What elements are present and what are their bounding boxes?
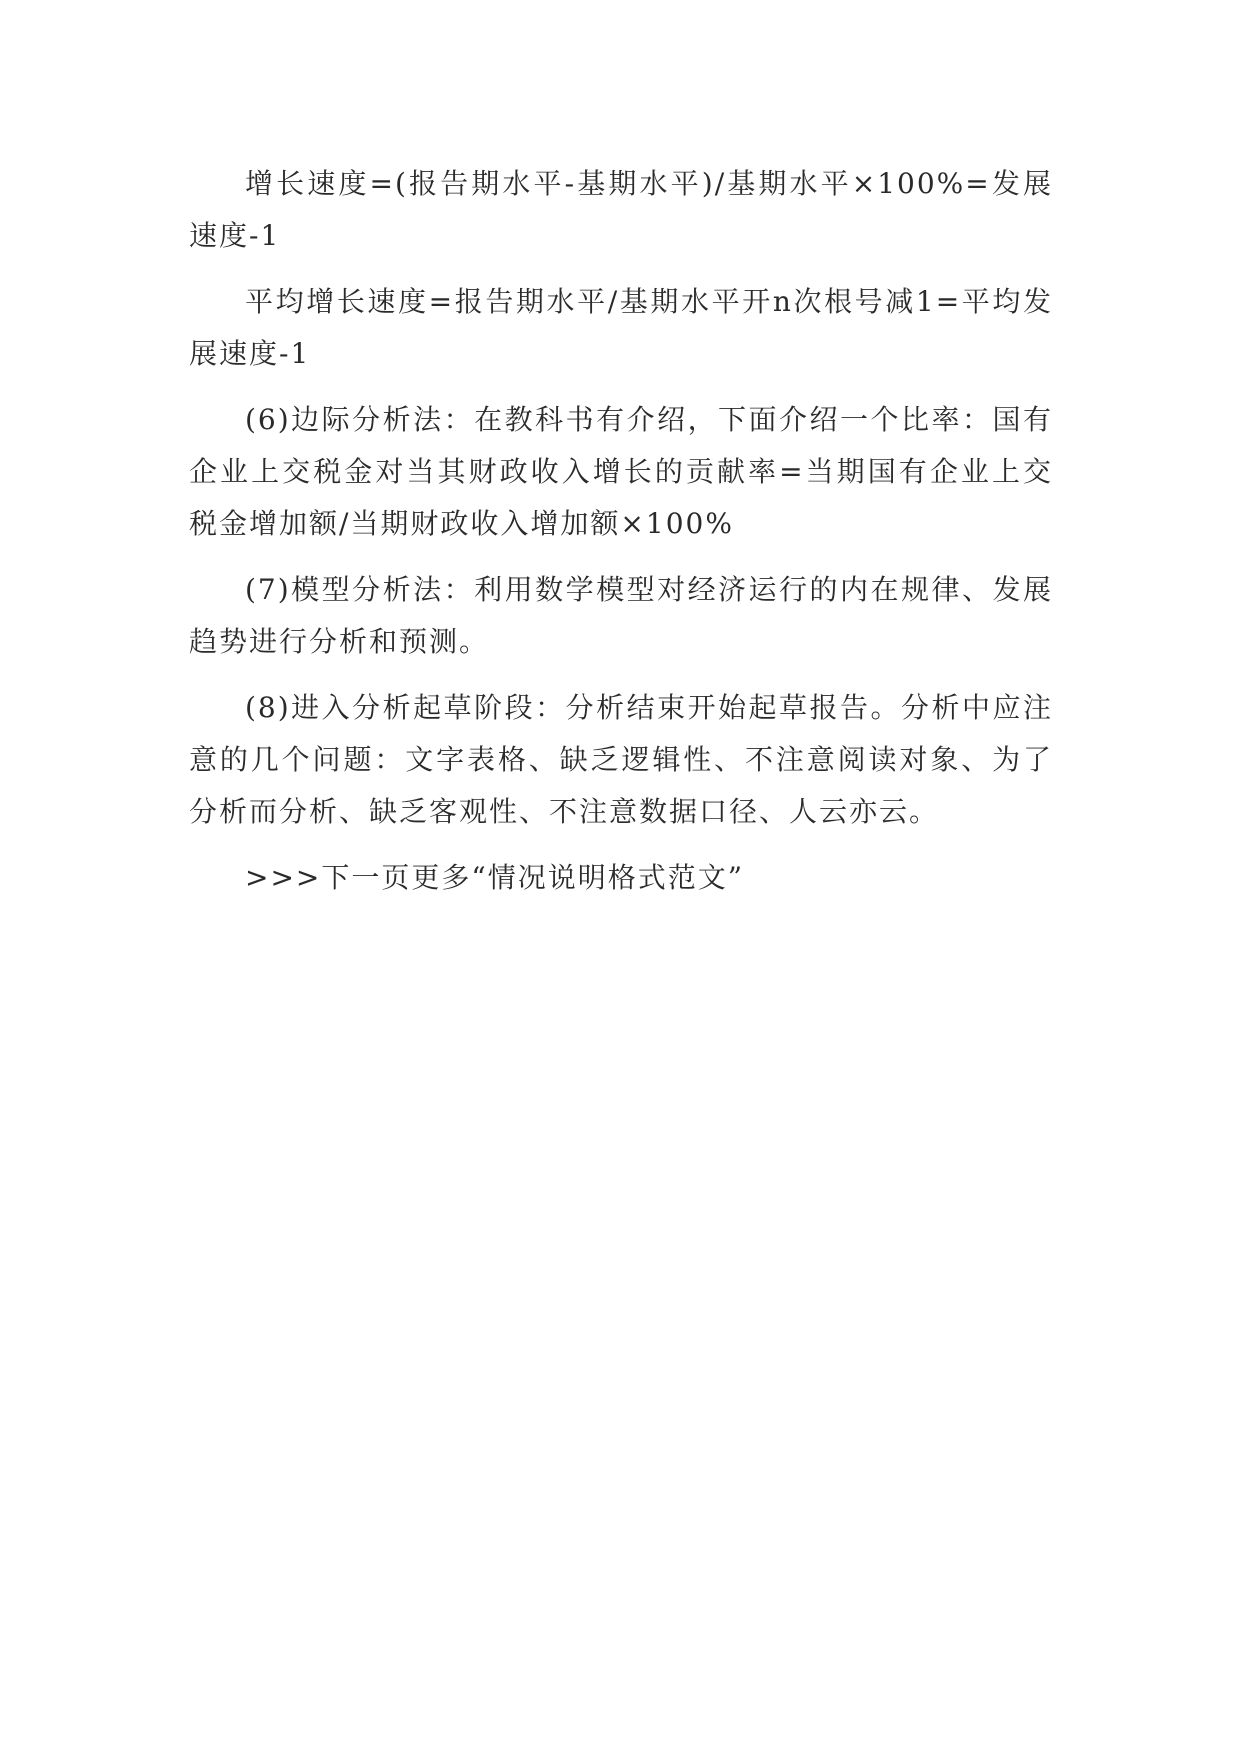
paragraph-model-analysis: (7)模型分析法：利用数学模型对经济运行的内在规律、发展趋势进行分析和预测。: [189, 573, 1053, 658]
paragraph-average-growth-rate: 平均增长速度=报告期水平/基期水平开n次根号减1=平均发展速度-1: [189, 285, 1053, 370]
document-body: [189, 158, 1053, 904]
paragraph-marginal-analysis: (6)边际分析法：在教科书有介绍，下面介绍一个比率：国有企业上交税金对当其财政收入增长的贡献率=当期国有企业上交税金增加额/当期财政收入增加额×100%: [189, 403, 1053, 540]
next-page-link[interactable]: >>>下一页更多“情况说明格式范文”: [245, 861, 745, 894]
paragraph-growth-rate: 增长速度=(报告期水平-基期水平)/基期水平×100%=发展速度-1: [189, 167, 1053, 252]
paragraph-drafting-stage: (8)进入分析起草阶段：分析结束开始起草报告。分析中应注意的几个问题：文字表格、缺乏逻辑性、不注意阅读对象、为了分析而分析、缺乏客观性、不注意数据口径、人云亦云。: [189, 691, 1053, 828]
